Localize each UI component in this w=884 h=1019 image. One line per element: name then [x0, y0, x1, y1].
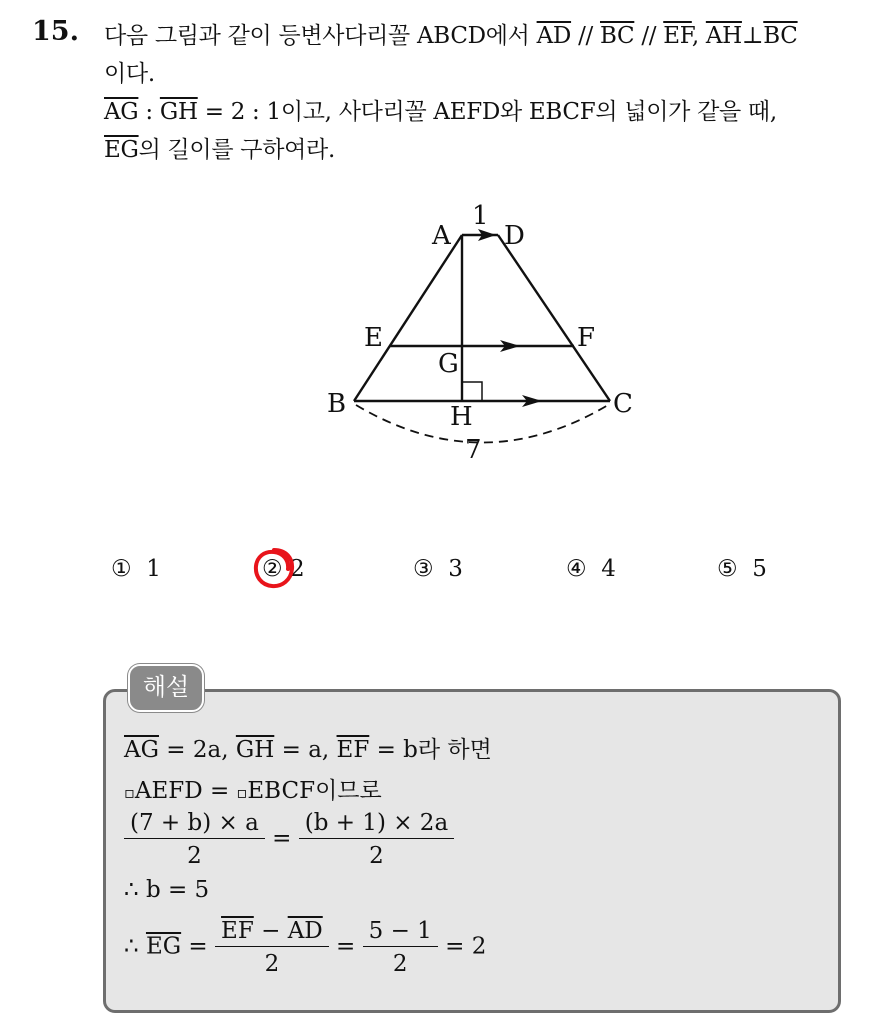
choice-3[interactable]: ③ 3: [413, 556, 463, 582]
choice-5[interactable]: ⑤ 5: [717, 556, 767, 582]
fraction: $\frac{\overline{EF} - \overline{AD}}{2}$: [215, 918, 329, 977]
question-text: = 2 : 1이고, 사다리꼴 AEFD와 EBCF의 넓이가 같을 때,: [197, 99, 777, 125]
equation-text: = 2a,: [158, 737, 236, 763]
solution-line-1: [124, 731, 492, 764]
label-a: A: [432, 221, 451, 251]
equation-text: =: [328, 933, 363, 960]
segment-eg: $\overline{EG}$: [104, 137, 139, 163]
label-b: B: [327, 389, 347, 419]
solution-line-4: ∴ b = 5: [124, 877, 210, 903]
question-number: 15.: [32, 16, 79, 47]
segment-eg: $\overline{EG}$: [145, 933, 182, 960]
perpendicular-sign: ⊥: [741, 23, 764, 49]
equation-text: =: [264, 825, 299, 852]
choice-2[interactable]: ② 2: [262, 556, 305, 582]
parallel-sign: //: [634, 23, 664, 49]
segment-ah: $\overline{AH}$: [705, 23, 742, 49]
equation-text: AEFD =: [134, 778, 237, 804]
segment-bc: $\overline{BC}$: [599, 23, 635, 49]
label-g: G: [438, 349, 459, 379]
equation-text: = b라 하면: [369, 737, 492, 763]
equation-text: = a,: [274, 737, 337, 763]
segment-gh: $\overline{GH}$: [235, 737, 275, 763]
choice-4[interactable]: ④ 4: [566, 556, 616, 582]
side-dc: [498, 235, 610, 401]
choice-1[interactable]: ① 1: [111, 556, 161, 582]
label-d: D: [504, 221, 525, 251]
bottom-length-arc: [356, 405, 608, 443]
trapezoid-figure: [0, 0, 884, 500]
solution-tag: 해설: [128, 664, 204, 712]
square-symbol: ▫: [236, 783, 248, 802]
label-c: C: [613, 389, 633, 419]
comma: ,: [691, 23, 706, 49]
solution-line-3: [124, 810, 454, 869]
question-text: 다음 그림과 같이 등변사다리꼴 ABCD에서: [104, 23, 537, 49]
square-symbol: ▫: [124, 783, 135, 802]
ratio-sign: :: [138, 99, 160, 125]
fraction: $\frac{(7 + b) \times a}{2}$: [124, 810, 265, 869]
bottom-length-label: 7: [465, 435, 482, 465]
label-e: E: [364, 323, 383, 353]
segment-ad: $\overline{AD}$: [536, 23, 572, 49]
answer-choices: [0, 556, 884, 588]
segment-bc: $\overline{BC}$: [763, 23, 798, 49]
question-text: 의 길이를 구하여라.: [138, 137, 335, 163]
segment-gh: $\overline{GH}$: [159, 99, 198, 125]
label-f: F: [577, 323, 596, 353]
parallel-sign: //: [571, 23, 600, 49]
segment-ef: $\overline{EF}$: [663, 23, 692, 49]
label-h: H: [450, 402, 473, 432]
fraction: $\frac{(b + 1) \times 2a}{2}$: [299, 810, 454, 869]
solution-line-5: [124, 918, 486, 977]
top-length-label: 1: [472, 201, 489, 231]
segment-ef: $\overline{EF}$: [336, 737, 370, 763]
equation-text: = 2: [437, 933, 487, 960]
equation-text: =: [181, 933, 216, 960]
fraction: $\frac{5 - 1}{2}$: [363, 918, 438, 977]
solution-line-2: [124, 772, 382, 805]
right-angle-mark: [462, 382, 482, 401]
segment-ag: $\overline{AG}$: [124, 737, 159, 763]
therefore-sign: ∴: [124, 933, 146, 960]
segment-ag: $\overline{AG}$: [104, 99, 139, 125]
equation-text: EBCF이므로: [247, 778, 382, 804]
question-line-2: 이다.: [104, 61, 155, 87]
